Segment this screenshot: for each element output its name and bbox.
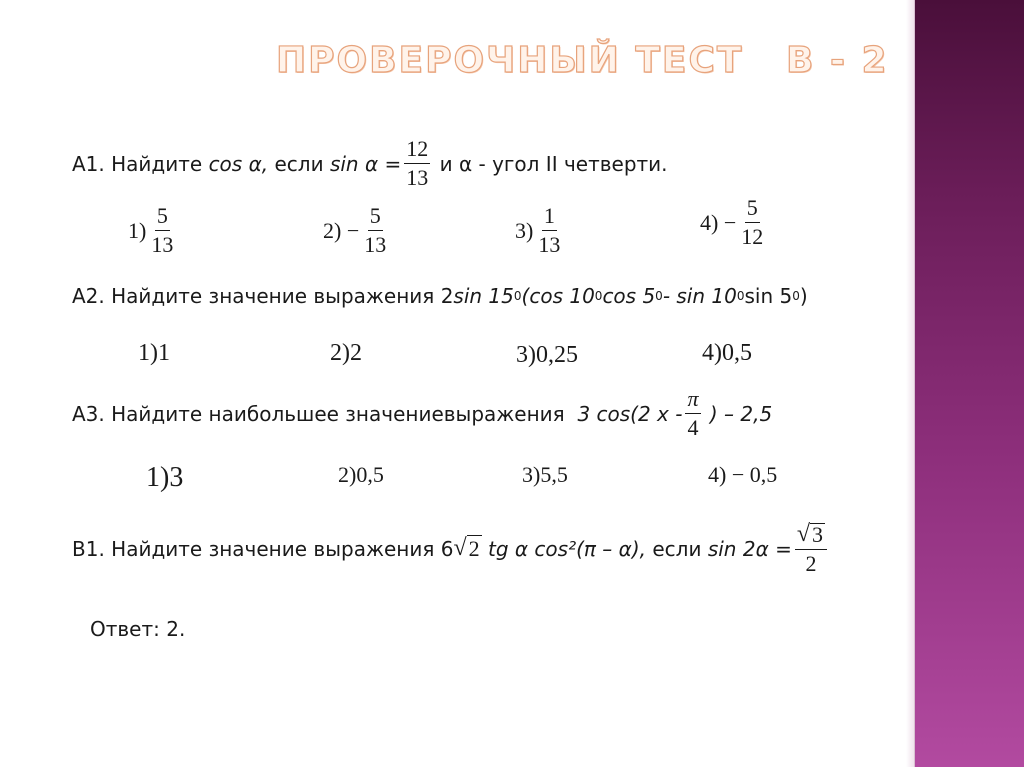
a1-option-4[interactable]: 4) − $\frac{5}{12}$ <box>700 195 764 249</box>
a1-option-3[interactable]: 3) $\frac{1}{13}$ <box>515 203 561 257</box>
question-a2: А2. Найдите значение выражения 2 sin 15 0 (cos 10 0 cos 5 0 - sin 10 0 sin 5 0 ) <box>72 284 808 308</box>
variant-label: В - 2 <box>786 40 889 81</box>
b1-fraction: √ 3 2 <box>795 522 827 575</box>
a1-fraction: $\frac{12}{13}$ <box>406 136 429 190</box>
a1-expr1: cos α, <box>208 151 269 176</box>
page-title: ПРОВЕРОЧНЫЙ ТЕСТ <box>276 40 744 81</box>
a1-expr2: sin α = <box>329 151 402 176</box>
a2-option-2[interactable]: 2)2 <box>330 340 362 366</box>
question-a3: А3. Найдите наибольшее значениевыражения 3 cos(2 x - $\frac{\pi}{4}$ ) – 2,5 <box>72 386 773 440</box>
a2-option-4[interactable]: 4)0,5 <box>702 340 752 366</box>
a2-option-1[interactable]: 1)1 <box>138 340 170 366</box>
a3-option-2[interactable]: 2)0,5 <box>338 462 384 487</box>
a3-option-1[interactable]: 1)3 <box>146 462 184 493</box>
a3-option-3[interactable]: 3)5,5 <box>522 462 568 487</box>
a3-option-4[interactable]: 4) − 0,5 <box>708 462 778 487</box>
a1-label: А1. Найдите <box>72 151 203 176</box>
a1-tail: и α - угол II четверти. <box>439 151 668 176</box>
side-band-edge <box>906 0 914 767</box>
b1-sqrt: √ 2 <box>453 535 480 561</box>
a1-mid: если <box>274 151 324 176</box>
a2-option-3[interactable]: 3)0,25 <box>516 342 578 368</box>
a3-fraction: $\frac{\pi}{4}$ <box>687 386 699 440</box>
question-a1 <box>72 138 668 189</box>
a1-option-1[interactable]: 1) $\frac{5}{13}$ <box>128 203 174 257</box>
answer-text: Ответ: 2. <box>90 617 186 641</box>
a1-option-2[interactable]: 2) − $\frac{5}{13}$ <box>323 203 387 257</box>
decorative-side-band <box>914 0 1024 767</box>
question-b1: В1. Найдите значение выражения 6 √ 2 tg α cos²(π – α), если sin 2α = √ 3 2 <box>72 522 830 575</box>
